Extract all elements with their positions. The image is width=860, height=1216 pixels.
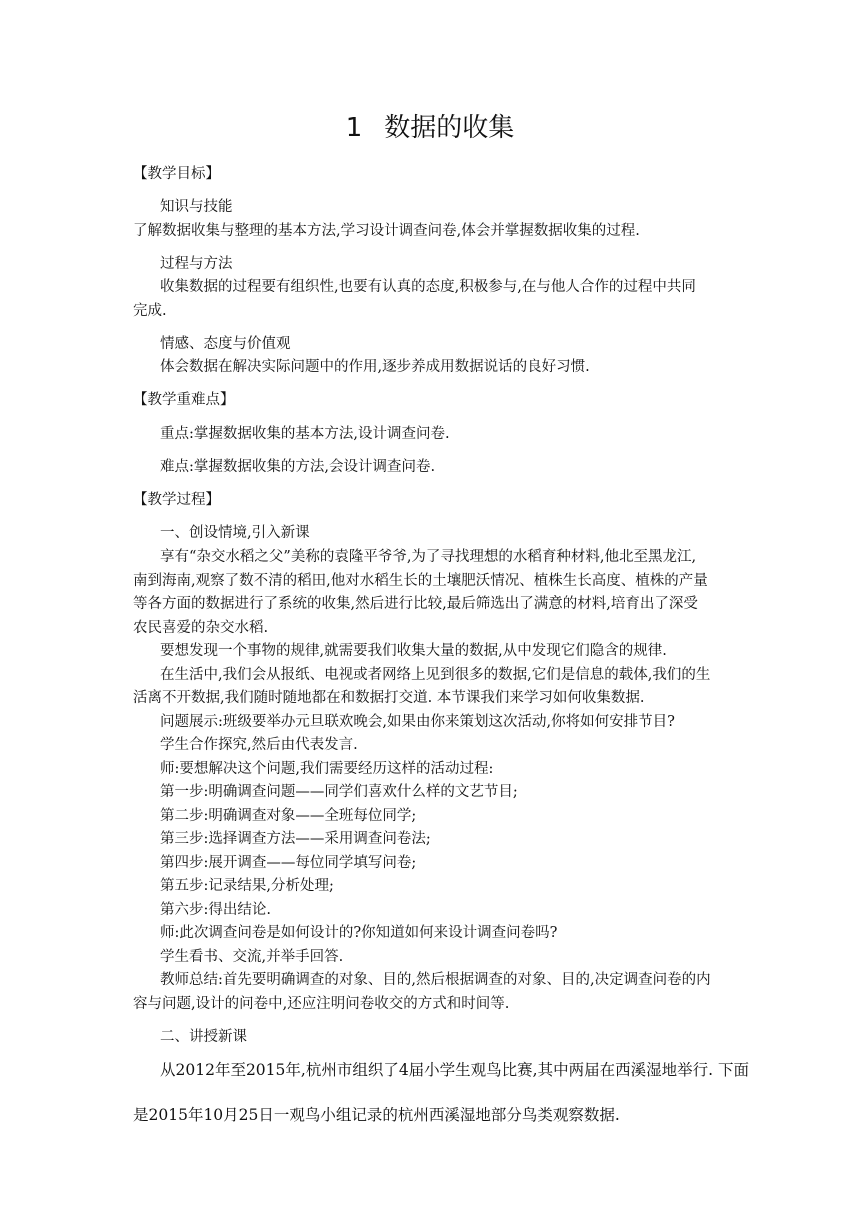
knowledge-heading: 知识与技能 <box>160 199 233 215</box>
paragraph-line: 活离不开数据,我们随时随地都在和数据打交道. 本节课我们来学习如何收集数据. <box>133 690 645 706</box>
process-method-heading: 过程与方法 <box>160 256 233 272</box>
step-item: 第五步:记录结果,分析处理; <box>160 878 334 894</box>
key-points-heading: 【教学重难点】 <box>133 392 235 408</box>
paragraph-line: 学生合作探究,然后由代表发言. <box>160 737 358 753</box>
paragraph-line: 容与问题,设计的问卷中,还应注明问卷收交的方式和时间等. <box>133 996 510 1012</box>
paragraph-line: 师:要想解决这个问题,我们需要经历这样的活动过程: <box>160 761 494 777</box>
key-point-text: 重点:掌握数据收集的基本方法,设计调查问卷. <box>160 426 450 442</box>
process-heading: 【教学过程】 <box>133 492 220 508</box>
step-item: 第一步:明确调查问题——同学们喜欢什么样的文艺节目; <box>160 784 518 800</box>
emotion-text: 体会数据在解决实际问题中的作用,逐步养成用数据说话的良好习惯. <box>160 359 590 375</box>
process-method-text-2: 完成. <box>133 303 167 319</box>
section1-heading: 一、创设情境,引入新课 <box>160 525 310 541</box>
difficult-point-text: 难点:掌握数据收集的方法,会设计调查问卷. <box>160 459 436 475</box>
paragraph-line: 享有“杂交水稻之父”美称的袁隆平爷爷,为了寻找理想的水稻育种材料,他北至黑龙江, <box>160 549 697 565</box>
step-item: 第六步:得出结论. <box>160 902 271 918</box>
step-item: 第三步:选择调查方法——采用调查问卷法; <box>160 831 431 847</box>
step-item: 第二步:明确调查对象——全班每位同学; <box>160 808 417 824</box>
paragraph-line: 师:此次调查问卷是如何设计的?你知道如何来设计调查问卷吗? <box>160 925 558 941</box>
knowledge-text: 了解数据收集与整理的基本方法,学习设计调查问卷,体会并掌握数据收集的过程. <box>133 223 640 239</box>
process-method-text-1: 收集数据的过程要有组织性,也要有认真的态度,积极参与,在与他人合作的过程中共同 <box>160 279 696 295</box>
paragraph-line: 问题展示:班级要举办元旦联欢晚会,如果由你来策划这次活动,你将如何安排节目? <box>160 714 675 730</box>
paragraph-line: 农民喜爱的杂交水稻. <box>133 620 269 636</box>
section-title: 数据的收集 <box>384 113 515 143</box>
paragraph-line: 教师总结:首先要明确调查的对象、目的,然后根据调查的对象、目的,决定调查问卷的内 <box>160 972 711 988</box>
paragraph-line: 从2012年至2015年,杭州市组织了4届小学生观鸟比赛,其中两届在西溪湿地举行. 下面 <box>160 1061 749 1079</box>
paragraph-line: 等各方面的数据进行了系统的收集,然后进行比较,最后筛选出了满意的材料,培育出了深受 <box>133 596 698 612</box>
paragraph-line: 要想发现一个事物的规律,就需要我们收集大量的数据,从中发现它们隐含的规律. <box>160 643 667 659</box>
paragraph-line: 学生看书、交流,并举手回答. <box>160 949 344 965</box>
paragraph-line: 南到海南,观察了数不清的稻田,他对水稻生长的土壤肥沃情况、植株生长高度、植株的产量 <box>133 573 708 589</box>
paragraph-line: 是2015年10月25日一观鸟小组记录的杭州西溪湿地部分鸟类观察数据. <box>133 1106 620 1124</box>
section-number: 1 <box>345 113 363 143</box>
section2-heading: 二、讲授新课 <box>160 1029 247 1045</box>
step-item: 第四步:展开调查——每位同学填写问卷; <box>160 855 417 871</box>
paragraph-line: 在生活中,我们会从报纸、电视或者网络上见到很多的数据,它们是信息的载体,我们的生 <box>160 667 711 683</box>
page-title <box>0 110 860 146</box>
objectives-heading: 【教学目标】 <box>133 166 220 182</box>
emotion-heading: 情感、态度与价值观 <box>160 336 291 352</box>
